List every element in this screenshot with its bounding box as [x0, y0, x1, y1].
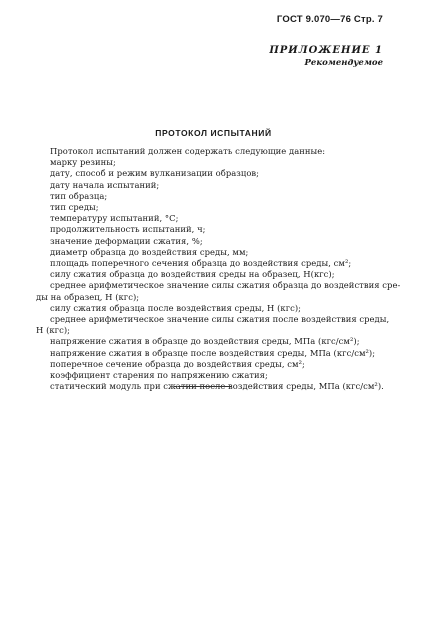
protocol-line: продолжительность испытаний, ч;: [50, 224, 206, 235]
end-divider: [178, 386, 232, 387]
protocol-line: поперечное сечение образца до воздействия среды, см²;: [50, 358, 305, 369]
protocol-line: среднее арифметическое значение силы сжатия образца до воздействия сре-: [50, 280, 401, 291]
appendix-block: [269, 44, 383, 69]
protocol-line: марку резины;: [50, 157, 116, 168]
protocol-title: ПРОТОКОЛ ИСПЫТАНИЙ: [155, 128, 272, 138]
protocol-line: дату, способ и режим вулканизации образцов;: [50, 168, 260, 179]
protocol-line: Протокол испытаний должен содержать следующие данные:: [50, 146, 326, 156]
protocol-line: среднее арифметическое значение силы сжатия после воздействия среды,: [50, 314, 390, 325]
appendix-subtitle: Рекомендуемое: [304, 58, 383, 68]
protocol-line: коэффициент старения по напряжению сжатия;: [50, 370, 268, 381]
protocol-line: ды на образец, Н (кгс);: [36, 291, 140, 302]
appendix-title: ПРИЛОЖЕНИЕ 1: [269, 45, 383, 56]
divider-dash: [174, 386, 177, 387]
protocol-line: напряжение сжатия в образце после воздействия среды, МПа (кгс/см²);: [50, 347, 376, 358]
protocol-line: тип образца;: [50, 190, 108, 201]
protocol-line: диаметр образца до воздействия среды, мм;: [50, 246, 249, 257]
protocol-line: дату начала испытаний;: [50, 179, 160, 190]
protocol-line: Н (кгс);: [36, 325, 71, 336]
protocol-line: значение деформации сжатия, %;: [50, 235, 203, 246]
protocol-line: тип среды;: [50, 202, 99, 213]
protocol-line: температуру испытаний, °С;: [50, 213, 179, 224]
protocol-line: силу сжатия образца после воздействия среды, Н (кгс);: [50, 302, 302, 313]
protocol-line: напряжение сжатия в образце до воздействия среды, МПа (кгс/см²);: [50, 336, 360, 347]
standard-reference: ГОСТ 9.070—76 Стр. 7: [276, 14, 383, 25]
protocol-line: площадь поперечного сечения образца до воздействия среды, см²;: [50, 258, 352, 269]
protocol-line: статический модуль при сжатии после воздействия среды, МПа (кгс/см²).: [50, 381, 384, 392]
protocol-line: силу сжатия образца до воздействия среды на образец, Н(кгс);: [50, 269, 335, 280]
protocol-body: [36, 146, 401, 392]
